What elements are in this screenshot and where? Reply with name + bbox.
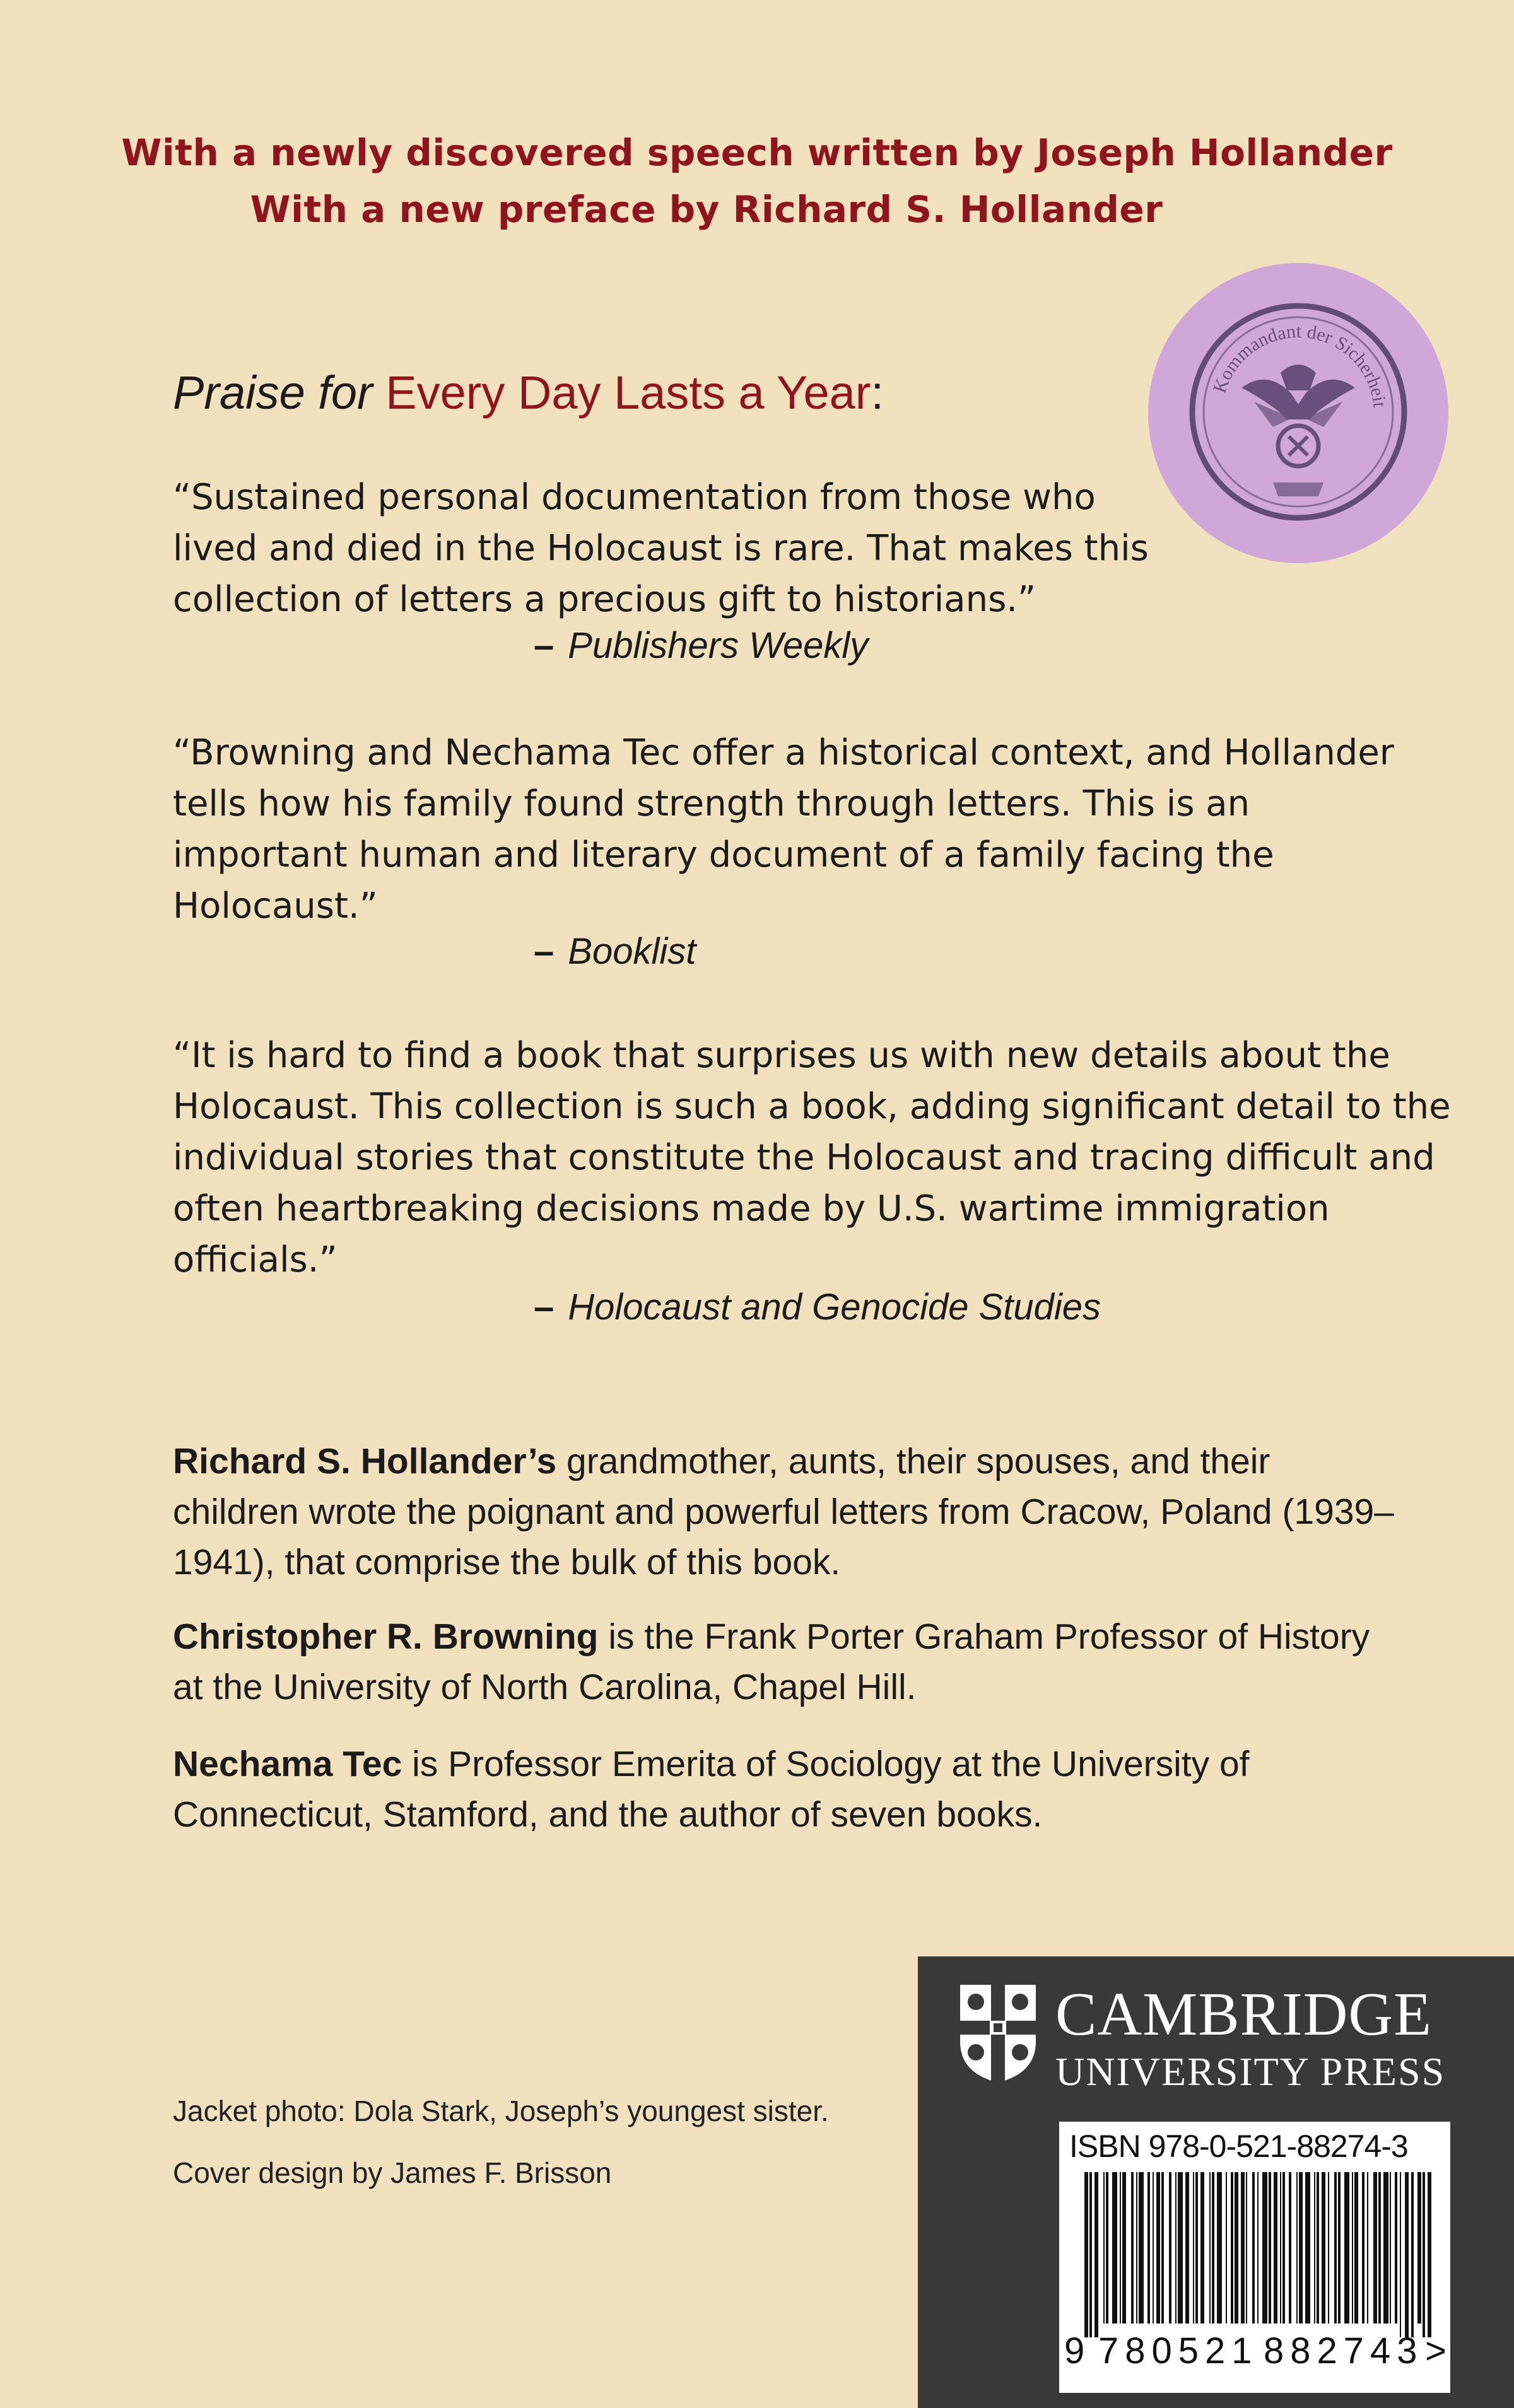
headline-line-1: With a newly discovered speech written by Joseph Hollander [121, 131, 1393, 174]
publisher-panel [918, 1956, 1514, 2408]
barcode-bar [1305, 2172, 1310, 2323]
bio-name: Christopher R. Browning [173, 1616, 599, 1657]
publisher-name: CAMBRIDGE [1055, 1980, 1433, 2049]
barcode-bar [1314, 2172, 1315, 2323]
barcode-bar [1262, 2172, 1267, 2323]
review-quote-2: “Browning and Nechama Tec offer a historical context, and Hollander tells how his family found strength through letters. This is an important human and literary document of a family facing the Holocaust.” [173, 732, 1394, 926]
barcode-bar [1084, 2172, 1088, 2337]
barcode-bar [1217, 2172, 1222, 2323]
barcode-bar [1252, 2172, 1255, 2323]
barcode-bar [1178, 2172, 1183, 2323]
isbn-first-digit: 9 [1064, 2330, 1085, 2371]
barcode-bar [1362, 2172, 1364, 2323]
barcode-bar [1231, 2172, 1233, 2323]
praise-prefix: Praise for [173, 366, 373, 419]
review-source-2: – Booklist [534, 931, 696, 972]
barcode-bar [1195, 2172, 1198, 2323]
barcode-bar [1269, 2172, 1271, 2323]
barcode-bar [1193, 2172, 1194, 2323]
barcode-bar [1428, 2172, 1431, 2337]
review-quote-3: “It is hard to find a book that surprises us with new details about the Holocaust. This collection is such a book, adding significant detail to the individual stories that constitute the Holocaust and tracing difficult and often heartbreaking decisions made by U.S. wartime immigration officials.” [173, 1035, 1451, 1280]
barcode-bar [1156, 2172, 1160, 2323]
barcode-bar [1241, 2172, 1245, 2323]
barcode-bar [1378, 2172, 1381, 2323]
barcode-bar [1423, 2172, 1425, 2337]
barcode-bar [1334, 2172, 1337, 2323]
barcode-bar [1185, 2172, 1189, 2323]
barcode-bar [1274, 2172, 1277, 2323]
barcode-bar [1169, 2172, 1171, 2323]
barcode-bar [1147, 2172, 1150, 2323]
bio-name: Nechama Tec [173, 1744, 402, 1784]
barcode-bar [1280, 2172, 1281, 2323]
isbn-digits-group-1: 780521 [1098, 2330, 1259, 2371]
barcode-bar [1131, 2172, 1134, 2323]
barcode-bar [1161, 2172, 1164, 2323]
bio-tec: Nechama Tec is Professor Emerita of Sociology at the University of Connecticut, Stamford, and the author of seven books. [173, 1744, 1250, 1835]
barcode-bar [1235, 2172, 1238, 2323]
barcode-bar [1354, 2172, 1358, 2323]
barcode-bar [1322, 2172, 1325, 2323]
bio-browning: Christopher R. Browning is the Frank Porter Graham Professor of History at the University of North Carolina, Chapel Hill. [173, 1616, 1370, 1707]
book-title: Every Day Lasts a Year [385, 366, 871, 419]
praise-heading [173, 366, 884, 419]
barcode-bar [1383, 2172, 1388, 2323]
barcode-bar [1200, 2172, 1204, 2323]
barcode-bars [1084, 2172, 1438, 2337]
barcode-bar [1417, 2172, 1421, 2323]
review-source-3: – Holocaust and Genocide Studies [534, 1287, 1101, 1328]
jacket-photo-credit: Jacket photo: Dola Stark, Joseph’s youngest sister. [173, 2095, 829, 2127]
bio-name: Richard S. Hollander’s [173, 1441, 557, 1482]
barcode-bar [1257, 2172, 1259, 2323]
barcode-bar [1175, 2172, 1177, 2323]
barcode-bar [1246, 2172, 1247, 2323]
bio-hollander: Richard S. Hollander’s grandmother, aunts, their spouses, and their children wrote the poignant and powerful letters from Cracow, Poland (1939–1941), that comprise the bulk of this book. [173, 1441, 1394, 1582]
isbn-digits-group-2: 882743 [1264, 2330, 1424, 2371]
review-quote-1: “Sustained personal documentation from those who lived and died in the Holocaust is rare. That makes this collection of letters a precious gift to historians.” [173, 477, 1149, 620]
barcode-bar [1226, 2172, 1227, 2323]
barcode-bar [1289, 2172, 1291, 2323]
barcode-bar [1106, 2172, 1108, 2323]
isbn-barcode [1059, 2122, 1450, 2393]
publisher-subname: UNIVERSITY PRESS [1055, 2049, 1446, 2094]
barcode-bar [1395, 2172, 1397, 2323]
isbn-quiet-zone-arrow: > [1425, 2330, 1447, 2371]
barcode-bar [1411, 2172, 1414, 2337]
barcode-bar [1136, 2172, 1137, 2323]
barcode-bar [1373, 2172, 1377, 2323]
barcode-bar [1405, 2172, 1409, 2337]
headline-line-2: With a new preface by Richard S. Hollander [250, 188, 1163, 231]
barcode-bar [1328, 2172, 1329, 2323]
barcode-bar [1344, 2172, 1349, 2323]
barcode-bar [1212, 2172, 1214, 2323]
barcode-bar [1317, 2172, 1319, 2323]
cover-design-credit: Cover design by James F. Brisson [173, 2156, 612, 2189]
barcode-bar [1400, 2172, 1401, 2337]
svg-text:Kommandant der Sicherheit: Kommandant der Sicherheit [1209, 320, 1390, 409]
barcode-bar [1367, 2172, 1368, 2323]
barcode-bar [1338, 2172, 1341, 2323]
barcode-bar [1282, 2172, 1285, 2323]
barcode-bar [1153, 2172, 1154, 2323]
review-source-1: – Publishers Weekly [534, 625, 869, 666]
barcode-bar [1122, 2172, 1126, 2323]
barcode-bar [1139, 2172, 1144, 2323]
barcode-bar [1209, 2172, 1211, 2323]
barcode-bar [1103, 2172, 1105, 2323]
barcode-bar [1390, 2172, 1391, 2323]
barcode-bar [1299, 2172, 1303, 2323]
barcode-bar [1352, 2172, 1353, 2323]
isbn-label: ISBN 978-0-521-88274-3 [1069, 2129, 1408, 2164]
barcode-bar [1089, 2172, 1092, 2337]
praise-suffix: : [871, 366, 884, 419]
barcode-bar [1112, 2172, 1117, 2323]
university-shield-icon [957, 1982, 1039, 2086]
barcode-bar [1120, 2172, 1121, 2323]
eagle-stamp-icon [1147, 262, 1450, 564]
barcode-bar [1296, 2172, 1298, 2323]
barcode-bar [1094, 2172, 1098, 2337]
